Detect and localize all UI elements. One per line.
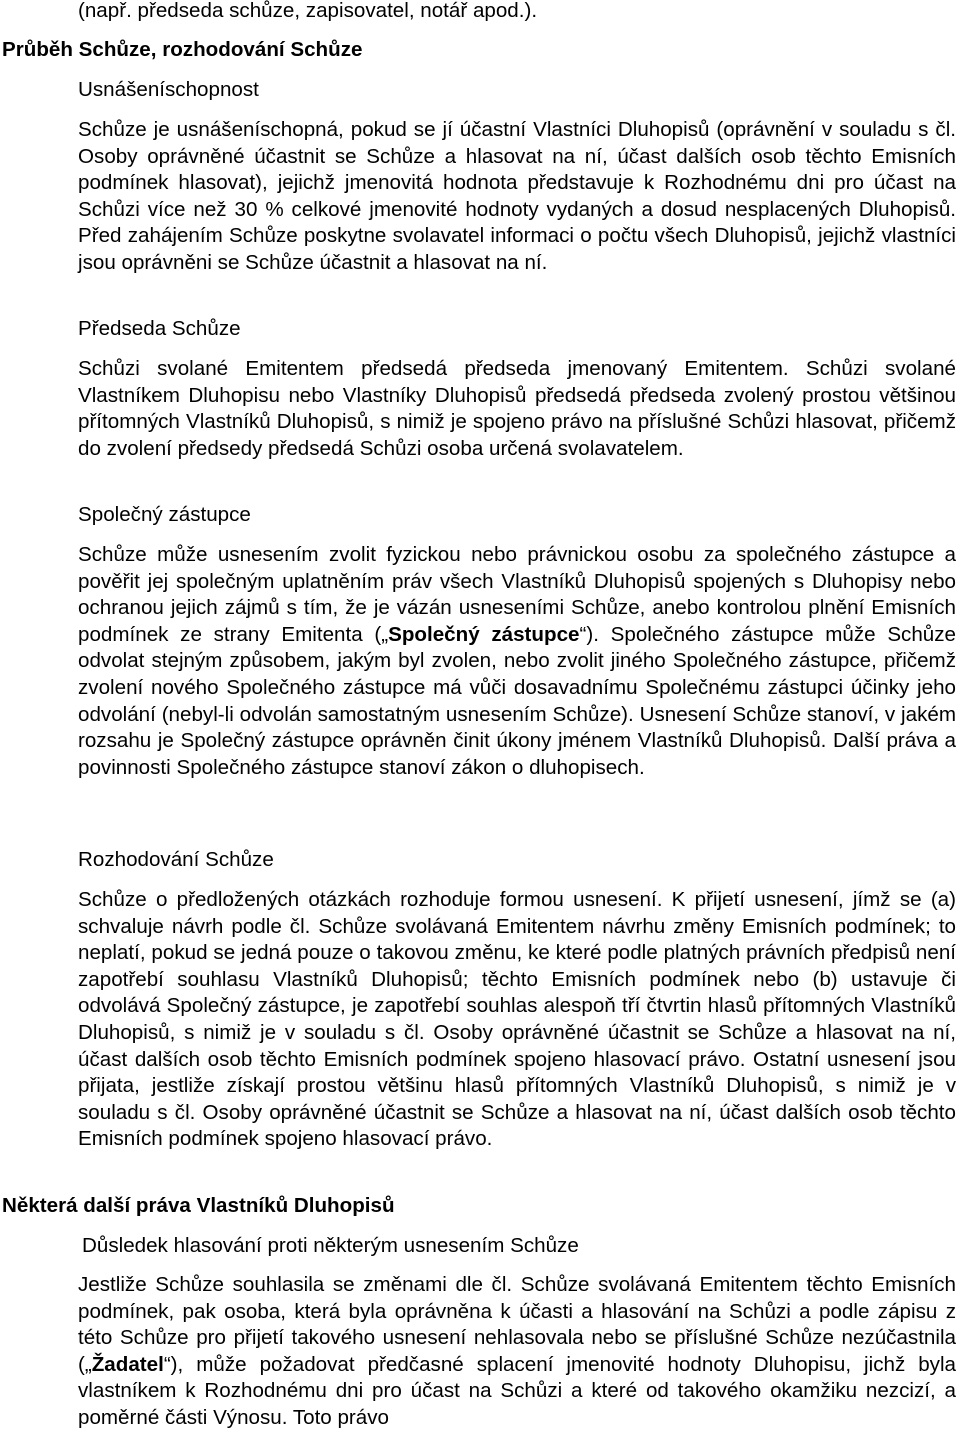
subheading-decisions: Rozhodování Schůze	[78, 848, 274, 871]
consequence-text-start: Jestliže Schůze souhlasila se změnami dle čl. Schůze svolávaná Emitentem těchto Emisních podmínek, pak osoba, která byla oprávněna k účasti a hlasování na Schůzi a podle zápisu z této Schůze pro přijetí takového usnesení nehlasovala nebo se příslušné Schůze nezúčastnila („	[78, 1273, 956, 1376]
section-heading-rights: Některá další práva Vlastníků Dluhopisů	[2, 1194, 395, 1217]
paragraph-representative	[78, 542, 956, 781]
paragraph-chair: Schůzi svolané Emitentem předsedá předseda jmenovaný Emitentem. Schůzi svolané Vlastníkem Dluhopisu nebo Vlastníky Dluhopisů předsedá předseda zvolený prostou většinou přítomných Vlastníků Dluhopisů, s nimiž je spojeno právo na příslušné Schůzi hlasovat, přičemž do zvolení předsedy předsedá Schůzi osoba určená svolavatelem.	[78, 357, 956, 460]
paragraph-quorum: Schůze je usnášeníschopná, pokud se jí účastní Vlastníci Dluhopisů (oprávnění v souladu s čl. Osoby oprávněné účastnit se Schůze a hlasovat na ní, účast dalších osob těchto Emisních podmínek hlasovat), jejichž jmenovitá hodnota představuje k Rozhodnému dni pro účast na Schůzi více než 30 % celkové jmenovité hodnoty vydaných a dosud nesplacených Dluhopisů. Před zahájením Schůze poskytne svolavatel informaci o počtu všech Dluhopisů, jejichž vlastníci jsou oprávněni se Schůze účastnit a hlasovat na ní.	[78, 118, 956, 274]
defined-term-applicant: Žadatel	[91, 1352, 164, 1376]
representative-text-end: “). Společného zástupce může Schůze odvolat stejným způsobem, jakým byl zvolen, nebo zvolit jiného Společného zástupce, přičemž zvolení nového Společného zástupce má vůči dosavadnímu Společnému zástupci účinky jeho odvolání (nebyl-li odvolán samostatným usnesením Schůze). Usnesení Schůze stanoví, v jakém rozsahu je Společný zástupce oprávněn činit úkony jménem Vlastníků Dluhopisů. Další práva a povinnosti Společného zástupce stanoví zákon o dluhopisech.	[78, 622, 957, 779]
consequence-text-end: “), může požadovat předčasné splacení jmenovité hodnoty Dluhopisu, jichž byla vlastníkem k Rozhodnému dni pro účast na Schůzi a které od takového okamžiku nezcizí, a poměrné části Výnosu. Toto právo	[78, 1352, 956, 1429]
intro-line: (např. předseda schůze, zapisovatel, notář apod.).	[78, 0, 538, 22]
defined-term-representative: Společný zástupce	[388, 622, 580, 646]
subheading-consequence: Důsledek hlasování proti některým usnesením Schůze	[82, 1234, 579, 1257]
subheading-quorum: Usnášeníschopnost	[78, 78, 259, 101]
paragraph-decisions: Schůze o předložených otázkách rozhoduje formou usnesení. K přijetí usnesení, jímž se (a) schvaluje návrh podle čl. Schůze svolávaná Emitentem návrhu změny Emisních podmínek; to neplatí, pokud se jedná pouze o takovou změnu, ke které podle platných právních předpisů není zapotřebí souhlasu Vlastníků Dluhopisů; těchto Emisních podmínek nebo (b) ustavuje či odvolává Společný zástupce, je zapotřebí souhlas alespoň tří čtvrtin hlasů přítomných Vlastníků Dluhopisů, s nimiž je v souladu s čl. Osoby oprávněné účastnit se Schůze a hlasovat na ní, účast dalších osob těchto Emisních podmínek spojeno hlasovací právo. Ostatní usnesení jsou přijata, jestliže získají prostou většinu hlasů přítomných Vlastníků Dluhopisů, s nimiž je v souladu s čl. Osoby oprávněné účastnit se Schůze a hlasovat na ní, účast dalších osob těchto Emisních podmínek spojeno hlasovací právo.	[78, 888, 956, 1151]
representative-text-start: Schůze může usnesením zvolit fyzickou nebo právnickou osobu za společného zástupce a pověřit jej společným uplatněním práv všech Vlastníků Dluhopisů spojených s Dluhopisy nebo ochranou jejich zájmů s tím, že je vázán usneseními Schůze, anebo kontrolou plnění Emisních podmínek ze strany Emitenta („	[78, 543, 956, 646]
paragraph-consequence	[78, 1272, 956, 1432]
section-heading-meeting: Průběh Schůze, rozhodování Schůze	[2, 38, 363, 61]
subheading-representative: Společný zástupce	[78, 503, 251, 526]
subheading-chair: Předseda Schůze	[78, 317, 241, 340]
